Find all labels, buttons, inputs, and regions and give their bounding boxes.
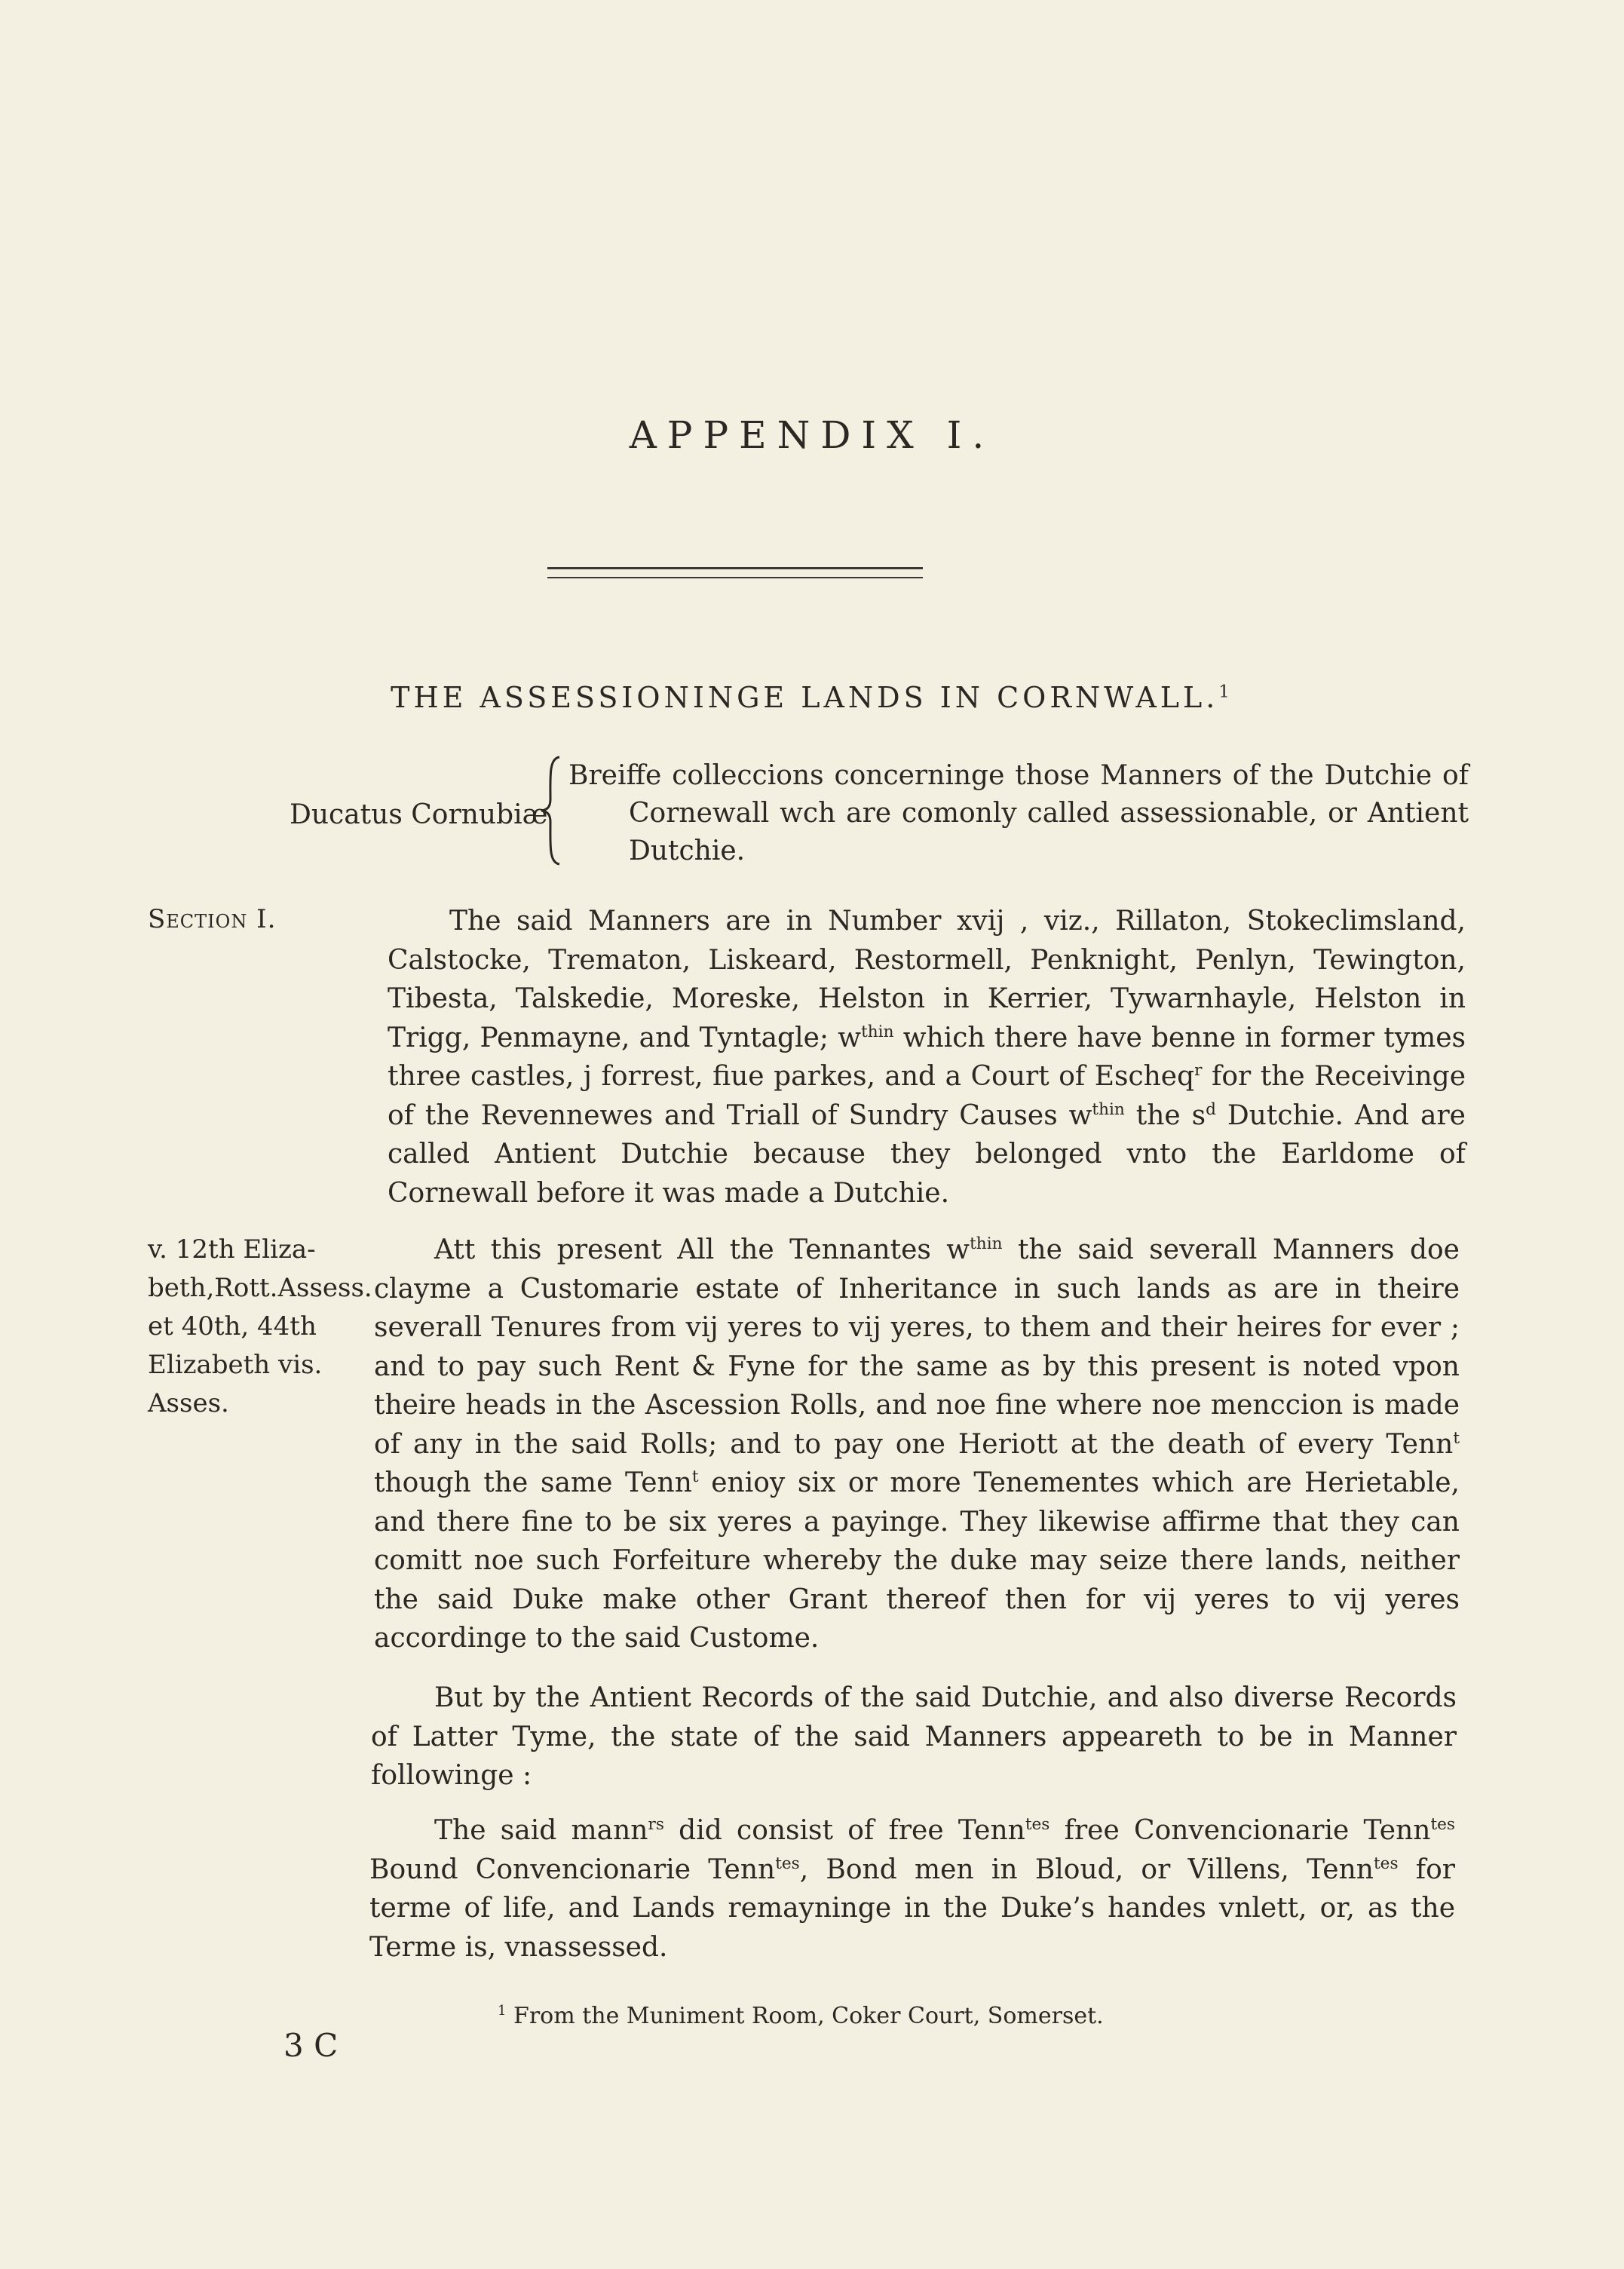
- footnote: [498, 2003, 1104, 2029]
- appendix-title: APPENDIX I.: [629, 413, 995, 457]
- paragraph-4-part-c: free Convencionarie Tenn: [1049, 1815, 1431, 1846]
- paragraph-4-sup-1: rs: [648, 1815, 664, 1834]
- marginal-reference-line-2: beth,Rott.Assess.: [148, 1273, 372, 1303]
- paragraph-4-sup-5: tes: [1373, 1854, 1399, 1873]
- breiffe-line-2: Cornewall wch are comonly called assessionable, or Antient: [629, 798, 1469, 829]
- paragraph-4-part-f: for terme of life, and Lands remayninge in the Duke’s handes vnlett, or, as the Terme is, vnassessed.: [369, 1854, 1455, 1963]
- paragraph-2-sup-2: t: [1453, 1428, 1460, 1448]
- footnote-marker: 1: [498, 2003, 507, 2019]
- paragraph-1-part-c: for the Receivinge of the Revennewes and Triall of Sundry Causes w: [388, 1061, 1466, 1131]
- breiffe-colleccions: [568, 757, 1469, 870]
- breiffe-line-1: Breiffe colleccions concerninge those Manners of the Dutchie of: [568, 760, 1469, 791]
- paragraph-4: [369, 1811, 1455, 1967]
- signature-mark: 3 C: [283, 2027, 339, 2064]
- paragraph-1-sup-2: r: [1194, 1061, 1203, 1080]
- section-title-footnote-marker: 1: [1218, 682, 1233, 702]
- paragraph-1-sup-1: thin: [861, 1022, 894, 1041]
- breiffe-line-3: Dutchie.: [629, 836, 746, 866]
- ducatus-label: Ducatus Cornubiæ: [290, 799, 548, 830]
- paragraph-1-sup-3: thin: [1092, 1099, 1125, 1119]
- paragraph-4-part-a: The said mann: [434, 1815, 648, 1846]
- paragraph-4-part-b: did consist of free Tenn: [663, 1815, 1025, 1846]
- paragraph-4-sup-3: tes: [1430, 1815, 1455, 1834]
- marginal-reference-line-4: Elizabeth vis.: [148, 1350, 323, 1380]
- marginal-reference: [148, 1231, 374, 1423]
- paragraph-2-sup-1: thin: [970, 1234, 1003, 1253]
- paragraph-2-part-a: Att this present All the Tennantes w: [434, 1234, 970, 1265]
- paragraph-4-part-e: , Bond men in Bloud, or Villens, Tenn: [799, 1854, 1374, 1885]
- curly-brace-icon: [537, 754, 564, 867]
- section-title: [0, 681, 1624, 714]
- paragraph-1-part-a: The said Manners are in Number xvij , viz., Rillaton, Stokeclimsland, Calstocke, Trematon, Liskeard, Restormell, Penknight, Penlyn, Tewington, Tibesta, Talskedie, Moreske, Helston in Kerrier, Tywarnhayle, Helston in Trigg, Penmayne, and Tyntagle; w: [388, 906, 1466, 1053]
- section-marginal-heading: Section I.: [148, 904, 277, 934]
- marginal-reference-line-1: v. 12th Eliza-: [148, 1234, 316, 1265]
- marginal-reference-line-5: Asses.: [148, 1388, 229, 1418]
- paragraph-2-part-d: enioy six or more Tenementes which are Herietable, and there fine to be six yeres a payinge. They likewise affirme that they can comitt noe such Forfeiture whereby the duke may seize there lands, neither the said Duke make other Grant thereof then for vij yeres to vij yeres accordinge to the said Custome.: [374, 1467, 1460, 1654]
- paragraph-2-part-b: the said severall Manners doe clayme a Customarie estate of Inheritance in such lands as are in theire severall Tenures from vij yeres to vij yeres, to them and their heires for ever ; and to pay such Rent & Fyne for the same as by this present is noted vpon theire heads in the Ascession Rolls, and noe fine where noe menccion is made of any in the said Rolls; and to pay one Heriott at the death of every Tenn: [374, 1234, 1460, 1460]
- paragraph-1-part-e: Dutchie. And are called Antient Dutchie because they belonged vnto the Earldome of Cornewall before it was made a Dutchie.: [388, 1099, 1466, 1209]
- paragraph-4-sup-4: tes: [775, 1854, 800, 1873]
- section-title-text: THE ASSESSIONINGE LANDS IN CORNWALL.: [391, 681, 1219, 714]
- paragraph-2: [374, 1231, 1460, 1658]
- paragraph-1: [388, 902, 1466, 1213]
- title-double-rule: [547, 567, 923, 578]
- paragraph-1-sup-4: d: [1206, 1099, 1216, 1119]
- paragraph-3: But by the Antient Records of the said Dutchie, and also diverse Records of Latter Tyme, the state of the said Manners appeareth to be in Manner followinge :: [371, 1682, 1457, 1791]
- paragraph-2-sup-3: t: [691, 1467, 699, 1486]
- paragraph-1-part-d: the s: [1124, 1099, 1206, 1131]
- paragraph-4-sup-2: tes: [1025, 1815, 1050, 1834]
- paragraph-4-part-d: Bound Convencionarie Tenn: [369, 1854, 776, 1885]
- paragraph-2-part-c: though the same Tenn: [374, 1467, 692, 1498]
- footnote-text: From the Muniment Room, Coker Court, Somerset.: [513, 2003, 1104, 2029]
- paragraph-1-part-b: which there have benne in former tymes three castles, j forrest, fiue parkes, and a Court of Escheq: [388, 1022, 1466, 1092]
- marginal-reference-line-3: et 40th, 44th: [148, 1311, 317, 1341]
